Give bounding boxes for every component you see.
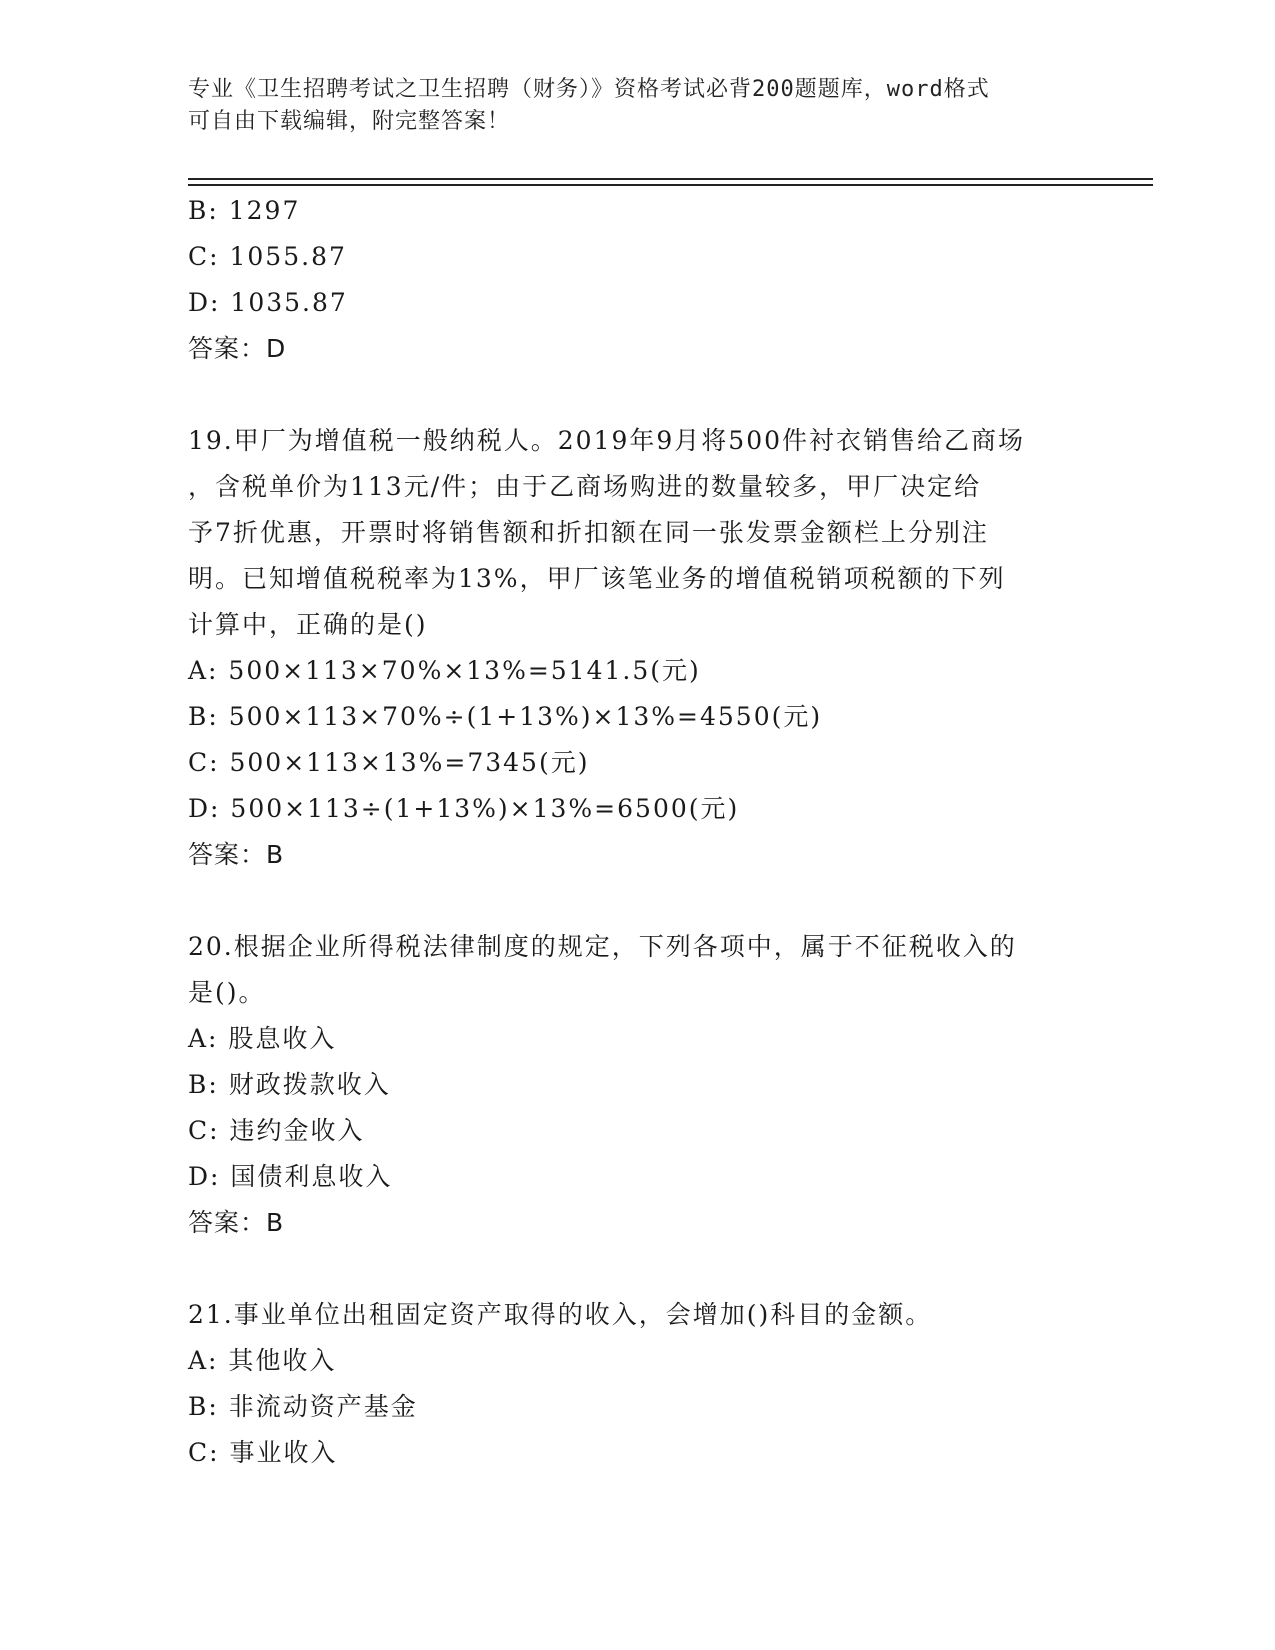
question-18	[188, 188, 1088, 372]
q18-option-b: B: 1297	[188, 196, 301, 225]
q18-answer: 答案：D	[188, 334, 287, 363]
header-title-line-1: 专业《卫生招聘考试之卫生招聘（财务）》资格考试必背200题题库，word格式	[188, 77, 990, 102]
question-20	[188, 924, 1088, 1246]
question-19	[188, 418, 1088, 878]
spacer	[188, 1246, 1088, 1292]
q19-text-line-1: 19.甲厂为增值税一般纳税人。2019年9月将500件衬衣销售给乙商场	[188, 426, 1026, 455]
header-rule-top	[188, 178, 1153, 180]
spacer	[188, 878, 1088, 924]
q19-text-line-3: 予7折优惠，开票时将销售额和折扣额在同一张发票金额栏上分别注	[188, 518, 989, 547]
q20-answer: 答案：B	[188, 1208, 285, 1237]
q19-option-d: D: 500×113÷(1+13%)×13%=6500(元)	[188, 794, 740, 823]
document-header	[188, 74, 1088, 138]
q18-option-d: D: 1035.87	[188, 288, 348, 317]
question-content	[188, 188, 1088, 1476]
q19-option-b: B: 500×113×70%÷(1+13%)×13%=4550(元)	[188, 702, 823, 731]
q20-text-line-2: 是()。	[188, 978, 266, 1007]
q18-option-c: C: 1055.87	[188, 242, 347, 271]
q19-text-line-4: 明。已知增值税税率为13%，甲厂该笔业务的增值税销项税额的下列	[188, 564, 1006, 593]
q20-text-line-1: 20.根据企业所得税法律制度的规定，下列各项中，属于不征税收入的	[188, 932, 1017, 961]
q19-text-line-5: 计算中，正确的是()	[188, 610, 428, 639]
q19-option-c: C: 500×113×13%=7345(元)	[188, 748, 590, 777]
question-21	[188, 1292, 1088, 1476]
q20-option-d: D: 国债利息收入	[188, 1162, 393, 1191]
q21-text-line-1: 21.事业单位出租固定资产取得的收入，会增加()科目的金额。	[188, 1300, 933, 1329]
header-rule-bottom	[188, 184, 1153, 186]
header-title-line-2: 可自由下载编辑，附完整答案！	[188, 109, 511, 134]
q21-option-b: B: 非流动资产基金	[188, 1392, 418, 1421]
q20-option-c: C: 违约金收入	[188, 1116, 365, 1145]
q21-option-c: C: 事业收入	[188, 1438, 338, 1467]
q19-text-line-2: ，含税单价为113元/件；由于乙商场购进的数量较多，甲厂决定给	[188, 472, 982, 501]
q20-option-a: A: 股息收入	[188, 1024, 337, 1053]
q20-option-b: B: 财政拨款收入	[188, 1070, 391, 1099]
q19-option-a: A: 500×113×70%×13%=5141.5(元)	[188, 656, 701, 685]
q19-answer: 答案：B	[188, 840, 285, 869]
spacer	[188, 372, 1088, 418]
q21-option-a: A: 其他收入	[188, 1346, 337, 1375]
